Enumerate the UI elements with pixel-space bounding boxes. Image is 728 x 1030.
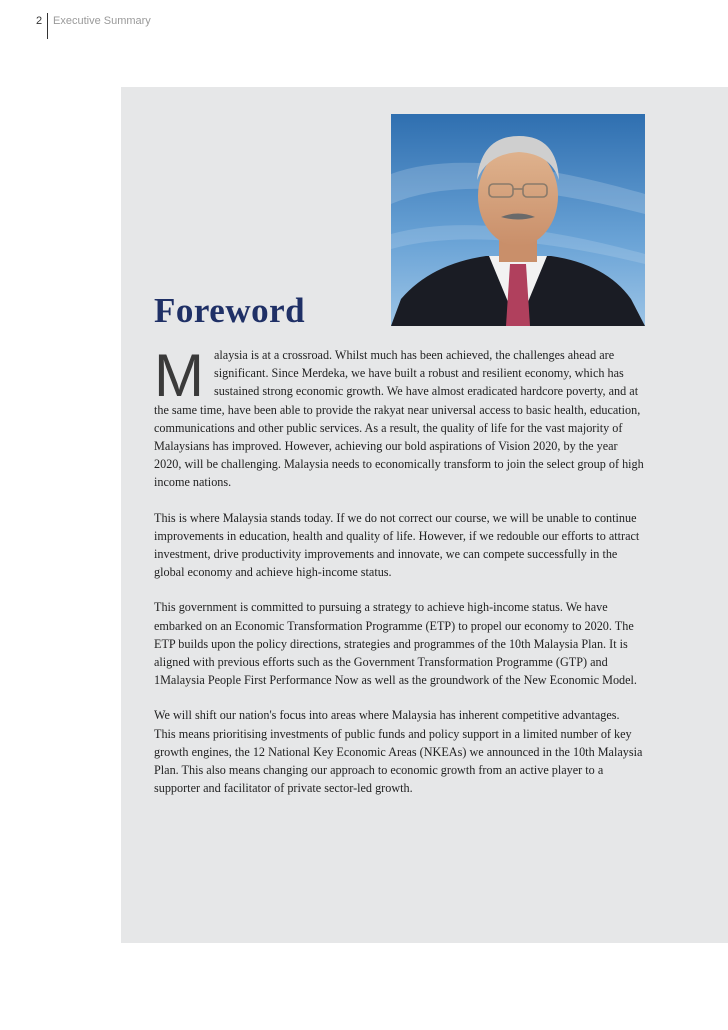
paragraph-4: We will shift our nation's focus into areas where Malaysia has inherent competitive advantages. This means prioritising investments of public funds and policy support in a limited number of key growth engines, the 12 National Key Economic Areas (NKEAs) we announced in the 10th Malaysia Plan. This also means changing our approach to economic growth from an active player to a supporter and facilitator of private sector-led growth. [154,708,643,796]
header-divider [47,13,48,39]
foreword-title: Foreword [154,291,306,330]
paragraph-1 [154,342,644,492]
paragraph-3: This government is committed to pursuing a strategy to achieve high-income status. We have embarked on an Economic Transformation Programme (ETP) to propel our economy to 2020. The ETP builds upon the policy directions, strategies and programmes of the 10th Malaysia Plan. It is aligned with previous efforts such as the Government Transformation Programme (GTP) and 1Malaysia People First Performance Now as well as the groundwork of the New Economic Model. [154,600,637,688]
section-label: Executive Summary [53,15,151,27]
drop-cap: M [154,342,204,409]
paragraph-1-text: alaysia is at a crossroad. Whilst much has been achieved, the challenges ahead are significant. Since Merdeka, we have built a robust and resilient economy, which has sustained strong economic growth. We have almost eradicated hardcore poverty, and at the same time, have been able to provide the rakyat near universal access to basic health, education, communications and other public services. As a result, the quality of life for the vast majority of Malaysians has improved. However, achieving our bold aspirations of Vision 2020, by the year 2020, will be challenging. Malaysia needs to economically transform to join the select group of high income nations. [154,348,644,490]
page-header [0,0,728,44]
page-number: 2 [36,15,43,27]
paragraph-2: This is where Malaysia stands today. If we do not correct our course, we will be unable to continue improvements in education, health and quality of life. However, if we redouble our efforts to attract investment, drive productivity improvements and innovate, we can compete successfully in the global economy and achieve high-income status. [154,510,640,580]
foreword-body [154,342,644,814]
portrait-photo [391,114,645,326]
